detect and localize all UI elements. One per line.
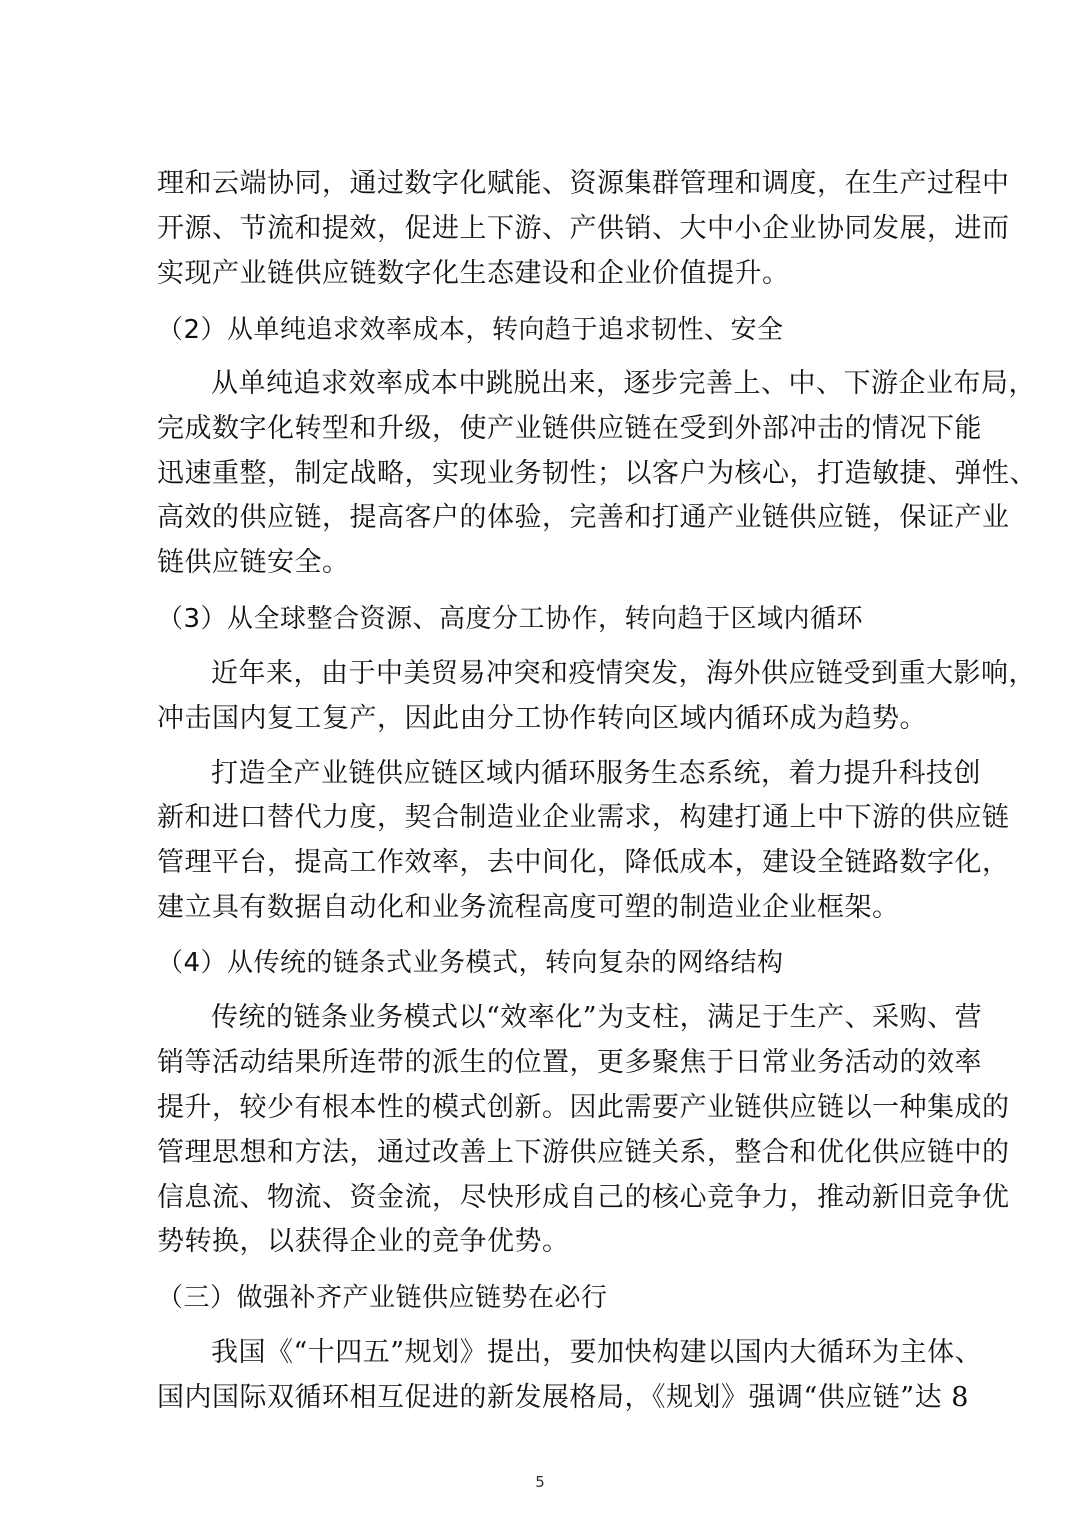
body-line: 势转换，以获得企业的竞争优势。 <box>157 1226 570 1257</box>
section-heading: （3）从全球整合资源、高度分工协作，转向趋于区域内循环 <box>157 604 864 634</box>
body-line: 国内国际双循环相互促进的新发展格局，《规划》强调“供应链”达 8 <box>157 1382 969 1413</box>
body-line: 近年来，由于中美贸易冲突和疫情突发，海外供应链受到重大影响， <box>211 658 1036 689</box>
body-line: 建立具有数据自动化和业务流程高度可塑的制造业企业框架。 <box>157 892 900 923</box>
body-line: 我国《“十四五”规划》提出，要加快构建以国内大循环为主体、 <box>211 1337 983 1368</box>
section-heading: （4）从传统的链条式业务模式，转向复杂的网络结构 <box>157 948 784 978</box>
body-line: 开源、节流和提效，促进上下游、产供销、大中小企业协同发展，进而 <box>157 213 1010 244</box>
body-line: 管理平台，提高工作效率，去中间化，降低成本，建设全链路数字化， <box>157 847 1010 878</box>
body-line: 信息流、物流、资金流，尽快形成自己的核心竞争力，推动新旧竞争优 <box>157 1182 1010 1213</box>
body-line: 完成数字化转型和升级，使产业链供应链在受到外部冲击的情况下能 <box>157 413 982 444</box>
body-line: 理和云端协同，通过数字化赋能、资源集群管理和调度，在生产过程中 <box>157 168 1010 199</box>
body-line: 销等活动结果所连带的派生的位置，更多聚焦于日常业务活动的效率 <box>157 1047 982 1078</box>
section-heading: （2）从单纯追求效率成本，转向趋于追求韧性、安全 <box>157 315 784 345</box>
body-line: 链供应链安全。 <box>157 547 350 578</box>
page-number: 5 <box>535 1473 545 1491</box>
body-line: 传统的链条业务模式以“效率化”为支柱，满足于生产、采购、营 <box>211 1002 983 1033</box>
body-line: 高效的供应链，提高客户的体验，完善和打通产业链供应链，保证产业 <box>157 502 1010 533</box>
section-heading: （三）做强补齐产业链供应链势在必行 <box>157 1283 608 1313</box>
body-line: 从单纯追求效率成本中跳脱出来，逐步完善上、中、下游企业布局， <box>211 368 1036 399</box>
body-line: 提升，较少有根本性的模式创新。因此需要产业链供应链以一种集成的 <box>157 1092 1010 1123</box>
body-line: 管理思想和方法，通过改善上下游供应链关系，整合和优化供应链中的 <box>157 1137 1010 1168</box>
body-line: 实现产业链供应链数字化生态建设和企业价值提升。 <box>157 258 790 289</box>
body-line: 打造全产业链供应链区域内循环服务生态系统，着力提升科技创 <box>211 758 981 789</box>
body-line: 迅速重整，制定战略，实现业务韧性；以客户为核心，打造敏捷、弹性、 <box>157 458 1037 489</box>
body-line: 冲击国内复工复产，因此由分工协作转向区域内循环成为趋势。 <box>157 703 927 734</box>
body-line: 新和进口替代力度，契合制造业企业需求，构建打通上中下游的供应链 <box>157 802 1010 833</box>
